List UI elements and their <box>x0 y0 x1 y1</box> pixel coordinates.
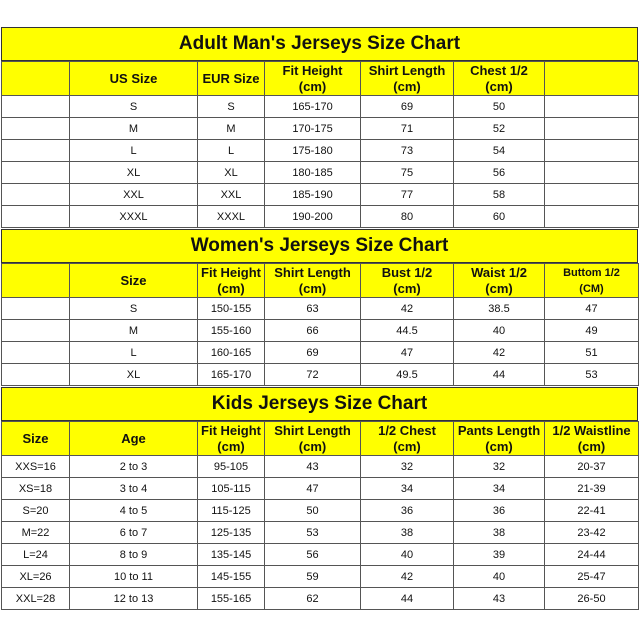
adult-table-row <box>2 118 639 140</box>
women-table-cell: 44.5 <box>361 320 454 342</box>
kids-table-row <box>2 500 639 522</box>
women-table-row <box>2 320 639 342</box>
kids-table-cell: 12 to 13 <box>70 588 198 610</box>
adult-table-cell <box>2 206 70 228</box>
adult-table-cell <box>545 206 639 228</box>
adult-header-row <box>2 62 639 96</box>
women-table-cell: 165-170 <box>198 364 265 386</box>
women-size-table <box>1 263 639 386</box>
kids-header-line: Fit Height <box>201 422 261 438</box>
adult-header-line: (cm) <box>298 78 327 94</box>
kids-table-cell: M=22 <box>2 522 70 544</box>
women-header-row <box>2 264 639 298</box>
kids-size-table <box>1 421 639 610</box>
adult-table-cell: 58 <box>454 184 545 206</box>
kids-table-cell: L=24 <box>2 544 70 566</box>
women-header-line: (cm) <box>393 280 421 296</box>
women-table-cell: S <box>70 298 198 320</box>
adult-table-cell: XL <box>70 162 198 184</box>
kids-table-cell: 6 to 7 <box>70 522 198 544</box>
kids-header-line: (cm) <box>298 438 327 454</box>
adult-header-line: Chest 1/2 <box>470 62 528 78</box>
kids-table-cell: XXL=28 <box>2 588 70 610</box>
adult-header-line: (cm) <box>485 78 513 94</box>
women-header-line: Shirt Length <box>274 264 351 280</box>
adult-header-cell: US Size <box>70 62 198 96</box>
adult-table-row <box>2 162 639 184</box>
women-table-cell: 47 <box>361 342 454 364</box>
women-table-cell: XL <box>70 364 198 386</box>
women-chart-title: Women's Jerseys Size Chart <box>1 229 638 263</box>
kids-table-cell: 21-39 <box>545 478 639 500</box>
women-header-cell <box>545 264 639 298</box>
women-header-line: Fit Height <box>201 264 261 280</box>
kids-header-line: (cm) <box>485 438 513 454</box>
adult-table-cell: XXXL <box>198 206 265 228</box>
adult-table-cell: XXXL <box>70 206 198 228</box>
kids-table-cell: S=20 <box>2 500 70 522</box>
adult-table-cell: M <box>70 118 198 140</box>
kids-table-row <box>2 522 639 544</box>
adult-table-cell: 175-180 <box>265 140 361 162</box>
kids-header-line: Shirt Length <box>274 422 351 438</box>
adult-table-cell: M <box>198 118 265 140</box>
kids-table-cell: 26-50 <box>545 588 639 610</box>
kids-header-cell: Size <box>2 422 70 456</box>
women-header-line: (CM) <box>579 282 604 295</box>
kids-table-cell: 105-115 <box>198 478 265 500</box>
kids-table-row <box>2 566 639 588</box>
adult-header-cell <box>454 62 545 96</box>
adult-header-cell <box>545 62 639 96</box>
women-table-cell: 49.5 <box>361 364 454 386</box>
adult-table-cell: 80 <box>361 206 454 228</box>
kids-header-cell: Age <box>70 422 198 456</box>
kids-table-cell: 42 <box>361 566 454 588</box>
adult-table-cell <box>545 118 639 140</box>
adult-table-row <box>2 184 639 206</box>
adult-table-cell <box>2 118 70 140</box>
women-table-cell: 38.5 <box>454 298 545 320</box>
kids-table-cell: 125-135 <box>198 522 265 544</box>
adult-table-cell <box>545 184 639 206</box>
adult-table-cell <box>545 162 639 184</box>
kids-header-cell <box>265 422 361 456</box>
kids-table-row <box>2 456 639 478</box>
women-table-cell: M <box>70 320 198 342</box>
kids-table-cell: 115-125 <box>198 500 265 522</box>
adult-table-cell <box>2 162 70 184</box>
women-table-cell <box>2 298 70 320</box>
women-table-cell <box>2 364 70 386</box>
kids-table-cell: 38 <box>361 522 454 544</box>
adult-table-cell: 190-200 <box>265 206 361 228</box>
kids-table-cell: 34 <box>454 478 545 500</box>
women-header-line: (cm) <box>298 280 327 296</box>
kids-table-cell: 36 <box>454 500 545 522</box>
kids-table-cell: 34 <box>361 478 454 500</box>
kids-header-cell <box>198 422 265 456</box>
adult-table-cell: XXL <box>70 184 198 206</box>
women-header-cell <box>454 264 545 298</box>
adult-table-cell <box>2 96 70 118</box>
kids-table-cell: XS=18 <box>2 478 70 500</box>
kids-table-cell: 22-41 <box>545 500 639 522</box>
kids-table-cell: 23-42 <box>545 522 639 544</box>
women-table-cell: 47 <box>545 298 639 320</box>
women-table-cell: 51 <box>545 342 639 364</box>
adult-table-cell: 69 <box>361 96 454 118</box>
kids-table-cell: 24-44 <box>545 544 639 566</box>
adult-table-cell <box>545 140 639 162</box>
adult-table-cell: 165-170 <box>265 96 361 118</box>
kids-header-cell <box>545 422 639 456</box>
adult-table-cell: L <box>198 140 265 162</box>
adult-table-cell: L <box>70 140 198 162</box>
kids-table-cell: 4 to 5 <box>70 500 198 522</box>
kids-table-cell: 43 <box>265 456 361 478</box>
women-table-cell: 69 <box>265 342 361 364</box>
women-header-cell <box>2 264 70 298</box>
adult-chart-title: Adult Man's Jerseys Size Chart <box>1 27 638 61</box>
adult-table-cell <box>545 96 639 118</box>
kids-table-cell: XL=26 <box>2 566 70 588</box>
women-header-cell <box>198 264 265 298</box>
adult-header-cell <box>361 62 454 96</box>
kids-table-cell: XXS=16 <box>2 456 70 478</box>
women-table-cell: 63 <box>265 298 361 320</box>
adult-table-row <box>2 140 639 162</box>
kids-header-cell <box>361 422 454 456</box>
kids-table-cell: 53 <box>265 522 361 544</box>
adult-header-cell <box>2 62 70 96</box>
kids-header-line: (cm) <box>217 438 245 454</box>
women-header-line: Waist 1/2 <box>471 264 527 280</box>
women-header-cell <box>265 264 361 298</box>
adult-header-cell: EUR Size <box>198 62 265 96</box>
kids-table-cell: 44 <box>361 588 454 610</box>
kids-table-cell: 62 <box>265 588 361 610</box>
women-table-cell: 150-155 <box>198 298 265 320</box>
women-table-cell: 160-165 <box>198 342 265 364</box>
adult-table-cell: XXL <box>198 184 265 206</box>
adult-size-table <box>1 61 639 228</box>
kids-table-cell: 95-105 <box>198 456 265 478</box>
women-header-line: (cm) <box>485 280 513 296</box>
kids-header-line: Pants Length <box>457 422 541 438</box>
adult-header-line: Shirt Length <box>368 62 446 78</box>
adult-table-cell: 52 <box>454 118 545 140</box>
women-header-cell: Size <box>70 264 198 298</box>
kids-table-cell: 36 <box>361 500 454 522</box>
adult-table-cell: 71 <box>361 118 454 140</box>
kids-header-cell <box>454 422 545 456</box>
adult-table-cell: 185-190 <box>265 184 361 206</box>
adult-table-cell: XL <box>198 162 265 184</box>
adult-table-cell: 75 <box>361 162 454 184</box>
adult-table-cell: 56 <box>454 162 545 184</box>
adult-table-cell: 180-185 <box>265 162 361 184</box>
women-table-cell: 42 <box>361 298 454 320</box>
kids-table-cell: 135-145 <box>198 544 265 566</box>
adult-table-cell: S <box>70 96 198 118</box>
adult-table-cell: 170-175 <box>265 118 361 140</box>
kids-header-line: 1/2 Chest <box>378 422 436 438</box>
kids-header-line: (cm) <box>393 438 421 454</box>
kids-header-row <box>2 422 639 456</box>
adult-table-cell: 54 <box>454 140 545 162</box>
adult-table-cell: 50 <box>454 96 545 118</box>
women-table-row <box>2 364 639 386</box>
women-table-cell: 66 <box>265 320 361 342</box>
adult-table-row <box>2 206 639 228</box>
women-table-cell: 49 <box>545 320 639 342</box>
kids-table-cell: 155-165 <box>198 588 265 610</box>
adult-table-cell <box>2 184 70 206</box>
kids-table-cell: 25-47 <box>545 566 639 588</box>
kids-table-cell: 50 <box>265 500 361 522</box>
kids-table-cell: 38 <box>454 522 545 544</box>
women-header-line: Buttom 1/2 <box>563 266 620 279</box>
adult-table-cell: S <box>198 96 265 118</box>
kids-table-cell: 59 <box>265 566 361 588</box>
women-table-cell: L <box>70 342 198 364</box>
adult-header-cell <box>265 62 361 96</box>
kids-table-cell: 47 <box>265 478 361 500</box>
kids-table-cell: 43 <box>454 588 545 610</box>
kids-table-cell: 40 <box>454 566 545 588</box>
women-table-cell: 44 <box>454 364 545 386</box>
adult-table-cell <box>2 140 70 162</box>
kids-table-cell: 56 <box>265 544 361 566</box>
kids-header-line: 1/2 Waistline <box>552 422 631 438</box>
women-table-row <box>2 342 639 364</box>
kids-table-cell: 39 <box>454 544 545 566</box>
kids-table-cell: 8 to 9 <box>70 544 198 566</box>
women-table-cell <box>2 320 70 342</box>
women-header-line: Bust 1/2 <box>381 264 433 280</box>
women-table-cell: 40 <box>454 320 545 342</box>
kids-chart-title: Kids Jerseys Size Chart <box>1 387 638 421</box>
kids-table-cell: 40 <box>361 544 454 566</box>
women-table-cell <box>2 342 70 364</box>
women-header-cell <box>361 264 454 298</box>
kids-table-cell: 10 to 11 <box>70 566 198 588</box>
kids-table-cell: 32 <box>454 456 545 478</box>
kids-table-row <box>2 544 639 566</box>
women-header-line: (cm) <box>217 280 245 296</box>
adult-table-cell: 77 <box>361 184 454 206</box>
women-table-cell: 72 <box>265 364 361 386</box>
adult-header-line: (cm) <box>393 78 421 94</box>
adult-header-line: Fit Height <box>282 62 343 78</box>
kids-table-row <box>2 478 639 500</box>
women-table-cell: 42 <box>454 342 545 364</box>
women-table-cell: 155-160 <box>198 320 265 342</box>
adult-table-row <box>2 96 639 118</box>
kids-table-cell: 145-155 <box>198 566 265 588</box>
adult-table-cell: 60 <box>454 206 545 228</box>
kids-table-cell: 32 <box>361 456 454 478</box>
kids-table-cell: 3 to 4 <box>70 478 198 500</box>
women-table-cell: 53 <box>545 364 639 386</box>
kids-table-row <box>2 588 639 610</box>
kids-table-cell: 20-37 <box>545 456 639 478</box>
kids-table-cell: 2 to 3 <box>70 456 198 478</box>
women-table-row <box>2 298 639 320</box>
adult-table-cell: 73 <box>361 140 454 162</box>
kids-header-line: (cm) <box>577 438 606 454</box>
